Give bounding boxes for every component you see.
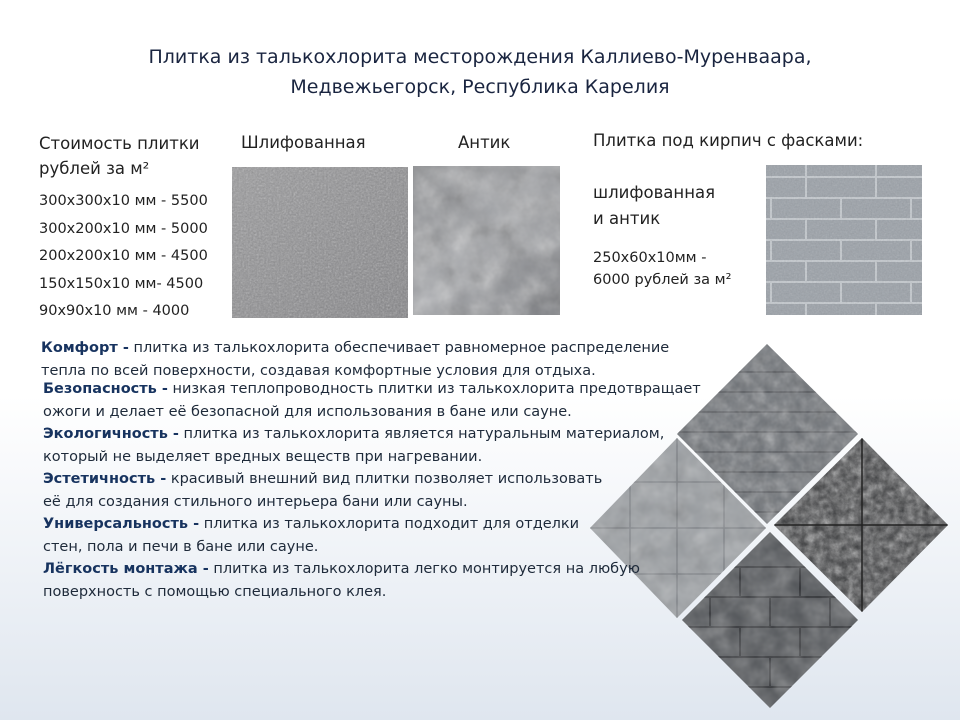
feature-text: плитка из талькохлорита обеспечивает равномерное распределение [128,340,670,356]
brick-finishes [593,180,715,232]
feature-text: ожоги и делает её безопасной для использования в бане или сауне. [43,403,572,420]
feature-term: Комфорт - [41,340,129,356]
slide-title [0,42,960,102]
brick-tile-image [766,165,922,315]
feature-ecology [43,423,701,468]
brick-finish-line-2: и антик [593,209,661,228]
polished-tile-image [232,167,408,318]
price-list [39,190,208,328]
feature-text: плитка из талькохлорита является натуральным материалом, [178,426,665,442]
feature-versatility [43,513,701,558]
price-heading-line-2: рублей за м² [39,159,150,178]
feature-comfort [41,337,669,382]
brick-finish-line-1: шлифованная [593,183,716,202]
antique-tile-image [413,166,560,315]
feature-installation [43,558,701,603]
polished-tile-label: Шлифованная [241,133,366,152]
feature-text: стен, пола и печи в бане или сауне. [43,538,319,555]
feature-term: Эстетичность - [43,471,167,487]
feature-term: Универсальность - [43,516,200,532]
antique-tile-label: Антик [458,133,511,152]
brick-price [593,247,731,291]
price-item: 150х150х10 мм- 4500 [39,275,204,292]
price-heading [39,131,200,181]
feature-term: Экологичность - [43,426,179,442]
brick-price-line-2: 6000 рублей за м² [593,272,732,288]
title-line-1: Плитка из талькохлорита месторождения Каллиево-Муренваара, [148,46,812,68]
feature-term: Безопасность - [43,381,168,397]
brick-price-line-1: 250х60х10мм - [593,250,707,266]
price-heading-line-1: Стоимость плитки [39,134,200,153]
feature-text: плитка из талькохлорита легко монтируется на любую [208,561,640,577]
feature-safety [43,378,701,423]
feature-text: тепла по всей поверхности, создавая комфортные условия для отдыха. [41,362,596,379]
feature-text: плитка из талькохлорита подходит для отделки [199,516,580,532]
price-item: 200х200х10 мм - 4500 [39,248,208,264]
title-line-2: Медвежьегорск, Республика Карелия [290,76,670,98]
feature-text: поверхность с помощью специального клея. [43,583,387,600]
feature-text: красивый внешний вид плитки позволяет использовать [166,471,603,487]
price-item: 300х300х10 мм - 5500 [39,193,208,209]
feature-text: её для создания стильного интерьера бани или сауны. [43,493,468,510]
feature-list [43,378,701,603]
feature-term: Лёгкость монтажа - [43,561,209,577]
price-item: 90х90х10 мм - 4000 [39,303,190,319]
feature-aesthetics [43,468,701,513]
feature-text: низкая теплопроводность плитки из талькохлорита предотвращает [167,381,701,397]
price-item: 300х200х10 мм - 5000 [39,220,208,237]
feature-text: который не выделяет вредных веществ при нагревании. [43,448,483,465]
brick-heading: Плитка под кирпич с фасками: [593,131,864,150]
